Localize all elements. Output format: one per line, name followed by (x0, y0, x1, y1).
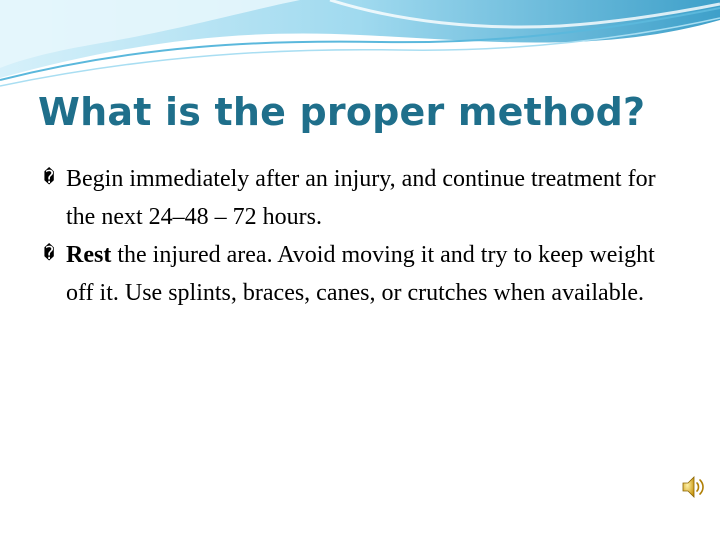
slide-title: What is the proper method? (38, 90, 646, 134)
bullet-item (40, 236, 680, 312)
bullet-list (40, 160, 680, 312)
bullet-item (40, 160, 680, 236)
bullet-glyph-icon: � (43, 167, 55, 188)
bullet-text: the injured area. Avoid moving it and try to keep weight off it. Use splints, braces, canes, or crutches when available. (66, 242, 655, 306)
bullet-glyph-icon: � (43, 243, 55, 264)
speaker-icon[interactable] (681, 474, 707, 500)
bullet-text: Begin immediately after an injury, and continue treatment for the next 24–48 – 72 hours. (66, 166, 656, 230)
wave-header-decoration (0, 0, 720, 90)
bullet-lead-text: Rest (66, 242, 112, 268)
